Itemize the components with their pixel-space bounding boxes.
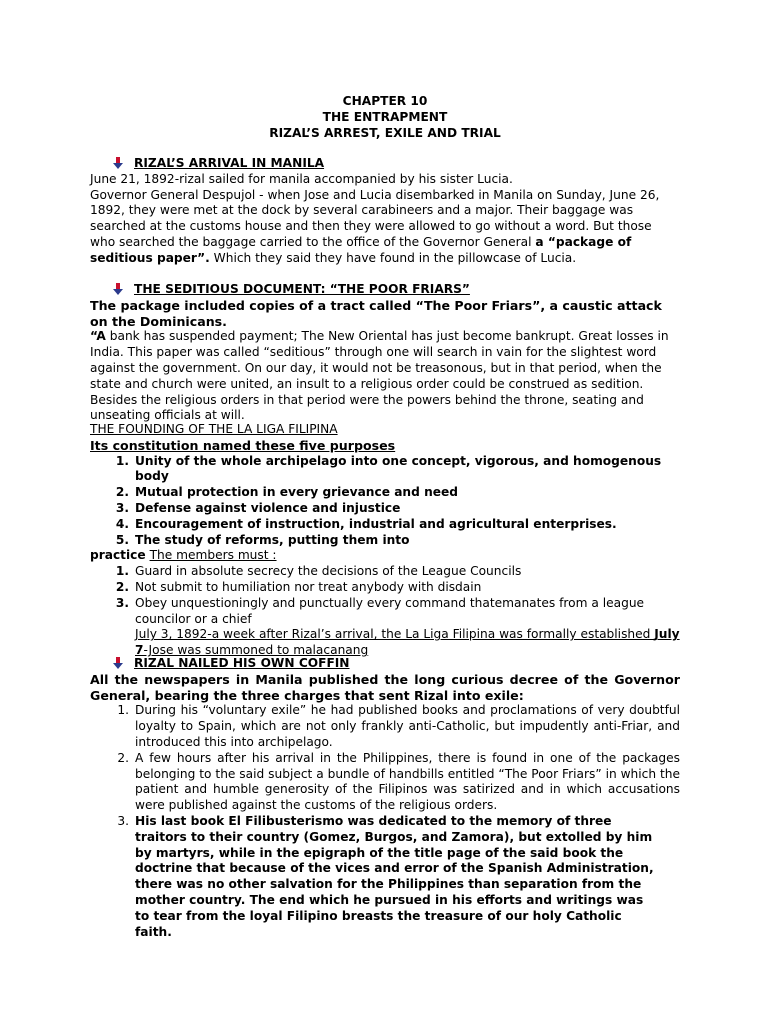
section-heading: THE SEDITIOUS DOCUMENT: “THE POOR FRIARS”: [134, 282, 470, 296]
list-item: 2. Mutual protection in every grievance and need: [115, 485, 458, 500]
list-item: 3. Defense against violence and injustice: [115, 500, 401, 515]
list-item: 3. His last book El Filibusterismo was dedicated to the memory of three traitors to their country (Gomez, Burgos, and Zamora), but extolled by him by martyrs, while in the epigraph of the title page of the said book the doctrine that because of the vices and error of the Spanish Administration, there was no other salvation for the Philippines than separation from the mother country. The end which he pursued in his efforts and writings was to tear from the loyal Filipino breasts the treasure of our holy Catholic faith.: [117, 813, 654, 939]
paragraph: practice The members must :: [90, 548, 277, 563]
list-item: 1. Unity of the whole archipelago into one concept, vigorous, and homogenous body: [115, 453, 662, 484]
section-heading-row: [90, 656, 680, 672]
section-heading-row: [90, 156, 680, 172]
purposes-list: [90, 454, 680, 549]
arrow-bullet-icon: [112, 282, 134, 298]
subheading: Its constitution named these five purposes: [90, 437, 396, 453]
section-heading: RIZAL’S ARRIVAL IN MANILA: [134, 156, 325, 170]
arrow-bullet-icon: [112, 656, 134, 672]
section-liga: [90, 422, 680, 659]
list-item: 4. Encouragement of instruction, industrial and agricultural enterprises.: [115, 516, 617, 531]
section-seditious: [90, 282, 680, 424]
charges-list: [90, 703, 680, 940]
list-item: 1. During his “voluntary exile” he had published books and proclamations of very doubtful loyalty to Spain, which are not only frankly anti-Catholic, but impudently anti-Friar, and introduced this into archipelago.: [117, 703, 680, 749]
list-item: 3. Obey unquestioningly and punctually every command thatemanates from a league councilor or a chief: [115, 595, 645, 626]
paragraph: July 3, 1892-a week after Rizal’s arrival, the La Liga Filipina was formally established July 7-Jose was summoned to malacanang: [135, 627, 680, 658]
arrow-bullet-icon: [112, 156, 134, 172]
section-heading: THE FOUNDING OF THE LA LIGA FILIPINA: [90, 422, 338, 436]
chapter-header: [90, 94, 680, 141]
paragraph: Governor General Despujol - when Jose and Lucia disembarked in Manila on Sunday, June 26, 1892, they were met at the dock by several carabineers and a major. Their baggage was searched at the customs house and then they were allowed to go without a word. But those who searched the baggage carried to the office of the Governor General a “package of seditious paper”. Which they said they have found in the pillowcase of Lucia.: [90, 187, 660, 265]
chapter-number: CHAPTER 10: [342, 94, 428, 108]
chapter-title: RIZAL’S ARREST, EXILE AND TRIAL: [269, 125, 501, 140]
paragraph: “A bank has suspended payment; The New Oriental has just become bankrupt. Great losses in India. This paper was called “seditious” through one will search in vain for the slightest word against the government. On our day, it would not be treasonous, but in that period, when the state and church were united, an insult to a religious order could be construed as sedition. Besides the religious orders in that period were the powers behind the throne, seating and unseating officials at will.: [90, 329, 669, 423]
section-heading: RIZAL NAILED HIS OWN COFFIN: [134, 656, 350, 670]
section-heading-row: [90, 282, 680, 298]
paragraph: June 21, 1892-rizal sailed for manila accompanied by his sister Lucia.: [90, 171, 513, 186]
members-list: [90, 564, 680, 627]
chapter-subtitle: THE ENTRAPMENT: [322, 109, 448, 124]
paragraph-bold: The package included copies of a tract called “The Poor Friars”, a caustic attack on the Dominicans.: [90, 297, 662, 329]
list-item: 1. Guard in absolute secrecy the decisions of the League Councils: [115, 564, 522, 579]
section-coffin: [90, 656, 680, 940]
list-item: 2. Not submit to humiliation nor treat anybody with disdain: [115, 579, 482, 594]
list-item: 5. The study of reforms, putting them into: [115, 532, 410, 547]
list-item: 2. A few hours after his arrival in the Philippines, there is found in one of the packages belonging to the said subject a bundle of handbills entitled “The Poor Friars” in which the patient and humble generosity of the Filipinos was satirized and in which accusations were published against the customs of the religious orders.: [117, 750, 680, 813]
paragraph-bold: All the newspapers in Manila published the long curious decree of the Governor General, bearing the three charges that sent Rizal into exile:: [90, 671, 680, 703]
section-arrival: [90, 156, 680, 267]
